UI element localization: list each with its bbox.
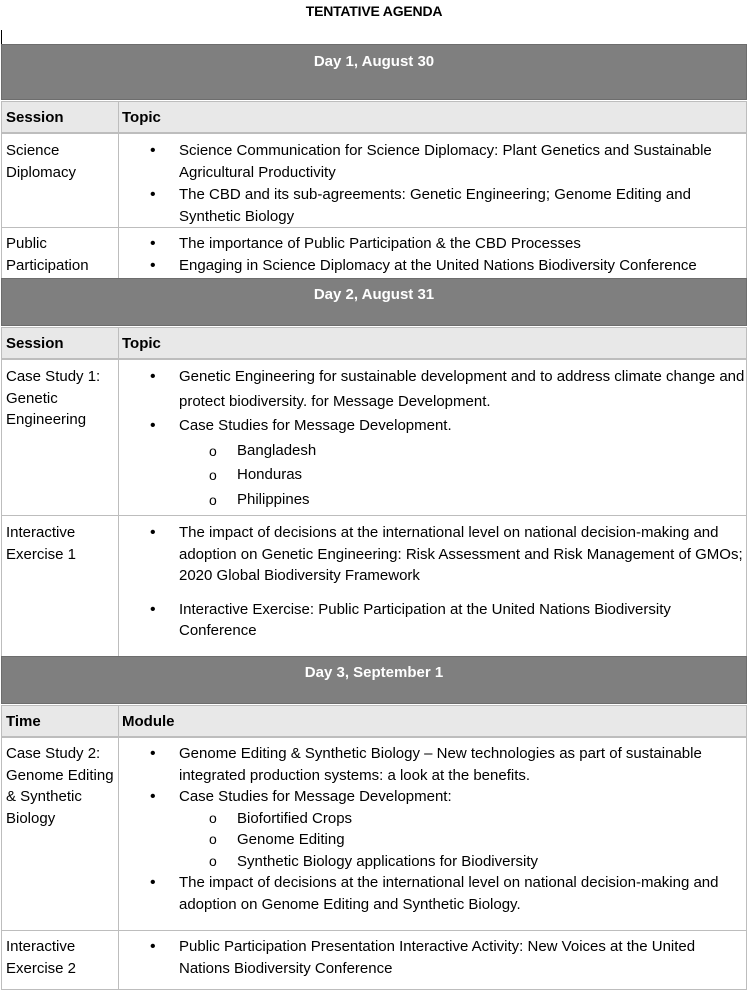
list-item: • Interactive Exercise: Public Participation at the United Nations Biodiversity Conference	[122, 599, 746, 642]
column-header-time: Time	[6, 713, 41, 730]
agenda-title: TENTATIVE AGENDA	[305, 3, 443, 19]
topic-list	[122, 233, 746, 276]
column-header-session: Session	[6, 335, 64, 352]
session-name: Public Participation	[6, 235, 89, 274]
list-item: • Engaging in Science Diplomacy at the United Nations Biodiversity Conference	[122, 255, 746, 277]
list-item: • Case Studies for Message Development.	[122, 414, 746, 439]
session-name: Science Diplomacy	[6, 142, 77, 181]
session-name: Case Study 1: Genetic Engineering	[6, 368, 101, 428]
topic-list	[122, 365, 746, 512]
day-2-column-header	[1, 327, 747, 359]
text-cursor	[1, 30, 2, 44]
list-item: • The CBD and its sub-agreements: Genetic Engineering; Genome Editing and Synthetic Biology	[122, 184, 746, 227]
day-1-column-header	[1, 101, 747, 133]
table-row	[1, 133, 747, 228]
topic-list	[122, 522, 746, 642]
sub-list-item: o Bangladesh	[122, 439, 746, 464]
table-row	[1, 737, 747, 931]
column-header-topic: Topic	[122, 109, 161, 126]
list-item: • Case Studies for Message Development:	[122, 786, 746, 808]
sub-list-item: o Philippines	[122, 488, 746, 513]
topic-list	[122, 743, 746, 915]
day-3-column-header	[1, 705, 747, 737]
day-2-heading	[1, 278, 747, 326]
session-name: Case Study 2: Genome Editing & Synthetic Biology	[6, 745, 114, 827]
sub-list-item: o Honduras	[122, 463, 746, 488]
day-2-heading-text: Day 2, August 31	[313, 286, 435, 303]
day-1-heading-text: Day 1, August 30	[313, 53, 435, 70]
session-name: Interactive Exercise 1	[6, 524, 77, 563]
day-1-heading	[1, 44, 747, 100]
topic-list	[122, 140, 746, 227]
table-row	[1, 930, 747, 990]
list-item: • The impact of decisions at the international level on national decision-making and adoption on Genome Editing and Synthetic Biology.	[122, 872, 746, 915]
table-row	[1, 359, 747, 516]
list-item: • Genetic Engineering for sustainable development and to address climate change and protect biodiversity. for Message Development.	[122, 365, 746, 414]
table-row	[1, 227, 747, 279]
day-3-heading	[1, 656, 747, 704]
list-item: • Public Participation Presentation Interactive Activity: New Voices at the United Nations Biodiversity Conference	[122, 936, 746, 979]
sub-list-item: o Genome Editing	[122, 829, 746, 851]
list-item: • Science Communication for Science Diplomacy: Plant Genetics and Sustainable Agricultural Productivity	[122, 140, 746, 183]
table-row	[1, 515, 747, 657]
list-item: • The importance of Public Participation & the CBD Processes	[122, 233, 746, 255]
day-3-heading-text: Day 3, September 1	[304, 664, 444, 681]
sub-list-item: o Synthetic Biology applications for Biodiversity	[122, 851, 746, 873]
column-header-module: Module	[122, 713, 175, 730]
topic-list	[122, 936, 746, 979]
list-item: • The impact of decisions at the international level on national decision-making and adoption on Genetic Engineering: Risk Assessment and Risk Management of GMOs; 2020 Global Biodiversity Framework	[122, 522, 746, 587]
column-header-session: Session	[6, 109, 64, 126]
column-header-topic: Topic	[122, 335, 161, 352]
sub-list-item: o Biofortified Crops	[122, 808, 746, 830]
list-item: • Genome Editing & Synthetic Biology – New technologies as part of sustainable integrated production systems: a look at the benefits.	[122, 743, 746, 786]
session-name: Interactive Exercise 2	[6, 938, 77, 977]
